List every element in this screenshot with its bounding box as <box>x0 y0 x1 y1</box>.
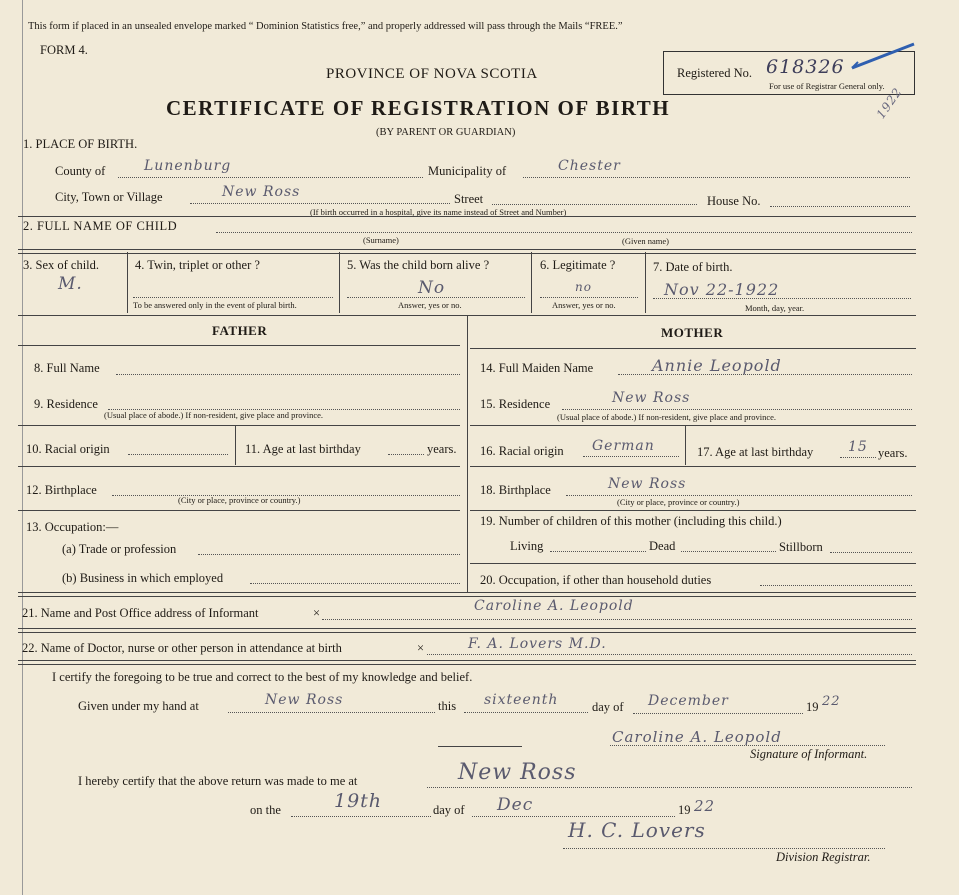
mother-occupation-label: 20. Occupation, if other than household duties <box>480 573 712 587</box>
alive-label: 5. Was the child born alive ? <box>347 258 490 272</box>
dob-label: 7. Date of birth. <box>653 260 733 274</box>
registered-label: Registered No. <box>677 66 752 80</box>
mail-notice: This form if placed in an unsealed envelope marked “ Dominion Statistics free,” and properly addressed will pass through the Mails “FREE.” <box>28 21 623 32</box>
given-label: Given under my hand at <box>78 699 199 713</box>
col-divider-c <box>531 252 532 313</box>
mother-birthplace-label: 18. Birthplace <box>480 483 551 497</box>
doctor-line <box>427 654 912 655</box>
registered-number: 618326 <box>766 56 845 78</box>
mother-children-label: 19. Number of children of this mother (including this child.) <box>480 514 782 528</box>
doctor-value: F. A. Lovers M.D. <box>468 636 607 652</box>
mother-living-line <box>550 551 646 552</box>
mother-dead-label: Dead <box>649 539 676 553</box>
mother-age-unit: years. <box>878 446 908 460</box>
city-value: New Ross <box>222 184 301 200</box>
given-place-value: New Ross <box>265 692 344 708</box>
registrar-signature: H. C. Lovers <box>568 818 706 842</box>
mother-col-divider <box>685 426 686 465</box>
day-of2-value: Dec <box>497 795 534 815</box>
street-label: Street <box>454 192 484 206</box>
form-number: FORM 4. <box>40 43 88 57</box>
doctor-mark: × <box>417 641 425 655</box>
mother-age-line <box>840 457 876 458</box>
father-business-label: (b) Business in which employed <box>62 571 224 585</box>
street-note: (If birth occurred in a hospital, give its name instead of Street and Number) <box>310 207 567 217</box>
year-prefix: 19 <box>806 700 819 714</box>
day-of2-line <box>472 816 675 817</box>
mother-age-value: 15 <box>848 439 868 455</box>
col-divider-a <box>127 252 128 313</box>
city-label: City, Town or Village <box>55 190 163 204</box>
hereby-line <box>427 787 912 788</box>
mother-heading-rule <box>470 348 916 349</box>
day-of2-label: day of <box>433 803 465 817</box>
this-label: this <box>438 699 457 713</box>
divider-1 <box>18 216 916 217</box>
house-label: House No. <box>707 194 761 208</box>
place-of-birth-heading: 1. PLACE OF BIRTH. <box>23 137 138 151</box>
mother-birthplace-line <box>566 495 912 496</box>
short-rule <box>438 746 522 747</box>
father-name-label: 8. Full Name <box>34 361 100 375</box>
left-margin-strip <box>0 0 23 895</box>
registrar-label: Division Registrar. <box>776 850 871 864</box>
hereby-place-value: New Ross <box>458 760 577 785</box>
twin-note: To be answered only in the event of plural birth. <box>133 300 297 310</box>
col-divider-d <box>645 252 646 313</box>
on-the-label: on the <box>250 803 281 817</box>
mother-maiden-label: 14. Full Maiden Name <box>480 361 594 375</box>
legitimate-line <box>540 297 638 298</box>
legitimate-note: Answer, yes or no. <box>552 300 616 310</box>
registrar-note: For use of Registrar General only. <box>769 81 885 91</box>
father-heading-rule <box>18 345 460 346</box>
informant-label: 21. Name and Post Office address of Informant <box>22 606 259 620</box>
mother-birthplace-value: New Ross <box>608 476 687 492</box>
alive-note: Answer, yes or no. <box>398 300 462 310</box>
city-line <box>190 203 450 204</box>
day-of-label: day of <box>592 700 624 714</box>
house-line <box>770 206 910 207</box>
mother-divider-4 <box>470 563 916 564</box>
stamp-mark: 1922 <box>873 84 905 122</box>
father-birthplace-note: (City or place, province or country.) <box>178 495 301 505</box>
father-business-line <box>250 583 460 584</box>
certify-text: I certify the foregoing to be true and correct to the best of my knowledge and belief. <box>52 670 473 684</box>
blue-checkmark <box>848 40 920 72</box>
this-line <box>464 712 588 713</box>
county-value: Lunenburg <box>144 158 232 174</box>
father-age-unit: years. <box>427 442 457 456</box>
given-place-line <box>228 712 435 713</box>
twin-label: 4. Twin, triplet or other ? <box>135 258 260 272</box>
parents-divider <box>467 316 468 592</box>
year-value: 22 <box>822 694 841 709</box>
this-value: sixteenth <box>484 692 559 708</box>
registrar-line <box>563 848 885 849</box>
twin-line <box>133 297 333 298</box>
father-age-label: 11. Age at last birthday <box>245 442 361 456</box>
sex-value: M. <box>58 274 83 294</box>
father-occupation-label: 13. Occupation:— <box>26 520 119 534</box>
year2-prefix: 19 <box>678 803 691 817</box>
father-col-divider <box>235 426 236 465</box>
surname-note: (Surname) <box>363 235 399 245</box>
legitimate-value: no <box>575 280 592 294</box>
certificate-subtitle: (BY PARENT OR GUARDIAN) <box>376 127 516 138</box>
father-heading: FATHER <box>212 323 268 338</box>
alive-line <box>347 297 525 298</box>
dob-line <box>653 298 911 299</box>
municipality-label: Municipality of <box>428 164 507 178</box>
county-label: County of <box>55 164 106 178</box>
mother-residence-line <box>562 409 912 410</box>
dob-note: Month, day, year. <box>745 303 805 313</box>
child-name-label: 2. FULL NAME OF CHILD <box>23 219 178 233</box>
mother-dead-line <box>681 551 776 552</box>
day-of-line <box>633 713 803 714</box>
divider-5 <box>18 628 916 633</box>
mother-age-label: 17. Age at last birthday <box>697 445 814 459</box>
certificate-title: CERTIFICATE OF REGISTRATION OF BIRTH <box>166 96 671 120</box>
child-name-line <box>216 232 912 233</box>
informant-value: Caroline A. Leopold <box>474 598 634 614</box>
street-line <box>492 204 697 205</box>
col-divider-b <box>339 252 340 313</box>
signature-line <box>610 745 885 746</box>
mother-divider-2 <box>470 466 916 467</box>
sex-label: 3. Sex of child. <box>23 258 100 272</box>
mother-birthplace-note: (City or place, province or country.) <box>617 497 740 507</box>
given-name-note: (Given name) <box>622 236 669 246</box>
father-divider-3 <box>18 510 460 511</box>
divider-2 <box>18 249 916 254</box>
alive-value: No <box>418 278 446 298</box>
mother-living-label: Living <box>510 539 544 553</box>
mother-stillborn-label: Stillborn <box>779 540 823 554</box>
mother-residence-note: (Usual place of abode.) If non-resident, give place and province. <box>557 412 777 422</box>
hereby-text: I hereby certify that the above return was made to me at <box>78 774 358 788</box>
father-racial-label: 10. Racial origin <box>26 442 110 456</box>
mother-racial-value: German <box>592 438 655 454</box>
divider-4 <box>18 592 916 597</box>
mother-divider-3 <box>470 510 916 511</box>
father-trade-line <box>198 554 460 555</box>
informant-mark: × <box>313 606 321 620</box>
divider-6 <box>18 660 916 665</box>
year2-value: 22 <box>694 797 716 815</box>
municipality-value: Chester <box>558 158 621 174</box>
informant-signature: Caroline A. Leopold <box>612 728 782 746</box>
mother-residence-value: New Ross <box>612 390 691 406</box>
father-divider-1 <box>18 425 460 426</box>
mother-residence-label: 15. Residence <box>480 397 551 411</box>
day-of-value: December <box>648 693 729 709</box>
father-racial-line <box>128 454 228 455</box>
municipality-line <box>523 177 910 178</box>
father-trade-label: (a) Trade or profession <box>62 542 177 556</box>
mother-racial-line <box>583 456 679 457</box>
dob-value: Nov 22-1922 <box>664 280 780 299</box>
legitimate-label: 6. Legitimate ? <box>540 258 616 272</box>
mother-heading: MOTHER <box>661 325 724 340</box>
mother-stillborn-line <box>830 552 912 553</box>
signature-label: Signature of Informant. <box>750 747 868 761</box>
mother-occupation-line <box>760 585 912 586</box>
father-residence-note: (Usual place of abode.) If non-resident, give place and province. <box>104 410 324 420</box>
county-line <box>118 177 423 178</box>
father-birthplace-label: 12. Birthplace <box>26 483 97 497</box>
on-the-line <box>291 816 431 817</box>
informant-line <box>322 619 912 620</box>
father-name-line <box>116 374 460 375</box>
province-title: PROVINCE OF NOVA SCOTIA <box>326 66 538 82</box>
father-divider-2 <box>18 466 460 467</box>
mother-divider-1 <box>470 425 916 426</box>
father-age-line <box>388 454 424 455</box>
on-the-value: 19th <box>334 790 383 812</box>
father-residence-label: 9. Residence <box>34 397 98 411</box>
doctor-label: 22. Name of Doctor, nurse or other person in attendance at birth <box>22 641 342 655</box>
mother-racial-label: 16. Racial origin <box>480 444 564 458</box>
mother-maiden-value: Annie Leopold <box>652 356 782 375</box>
